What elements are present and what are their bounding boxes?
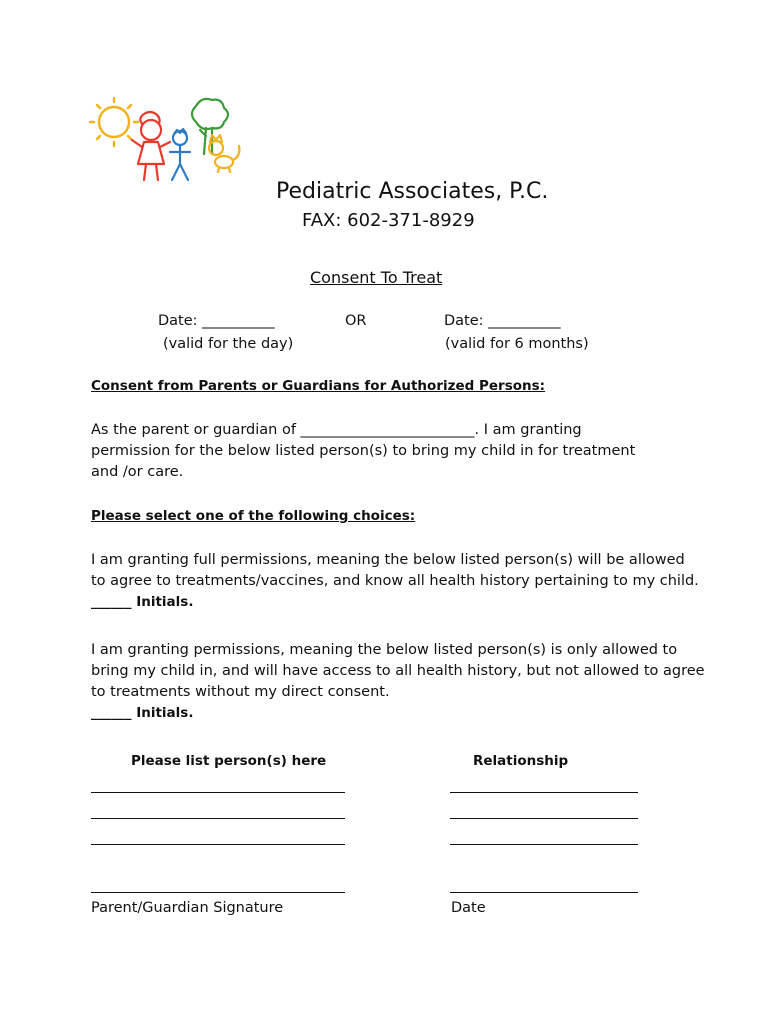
relationship-line[interactable] [450,792,638,793]
person-name-line[interactable] [91,818,345,819]
relationship-line[interactable] [450,844,638,845]
persons-list-header: Please list person(s) here [131,753,327,769]
boy-figure-icon [170,129,190,180]
sun-icon [90,98,138,146]
limited-permission-line-3: to treatments without my direct consent. [91,684,390,700]
guardian-line-3: and /or care. [91,464,184,480]
or-label: OR [345,313,367,329]
signature-date-line[interactable] [450,892,638,893]
guardian-line-2: permission for the below listed person(s) to bring my child in for treatment [91,443,636,459]
guardian-line-1[interactable]: As the parent or guardian of ________________________. I am granting [91,422,582,438]
person-name-line[interactable] [91,844,345,845]
signature-label: Parent/Guardian Signature [91,900,284,916]
form-title: Consent To Treat [310,268,443,287]
full-permission-line-2: to agree to treatments/vaccines, and know all health history pertaining to my child. [91,573,699,589]
relationship-header: Relationship [473,753,569,769]
consent-section-heading: Consent from Parents or Guardians for Authorized Persons: [91,378,546,394]
date-label: Date [451,900,486,916]
choices-heading: Please select one of the following choices: [91,508,416,524]
cat-icon [209,135,239,172]
date-field-day[interactable]: Date: __________ [158,313,275,329]
pediatric-logo [84,92,244,188]
signature-line[interactable] [91,892,345,893]
limited-permission-line-2: bring my child in, and will have access to all health history, but not allowed to agree [91,663,705,679]
valid-6-months-note: (valid for 6 months) [445,336,589,352]
person-name-line[interactable] [91,792,345,793]
fax-number: FAX: 602-371-8929 [302,210,475,231]
limited-permission-line-1: I am granting permissions, meaning the below listed person(s) is only allowed to [91,642,678,658]
organization-name: Pediatric Associates, P.C. [276,179,549,204]
date-field-6-months[interactable]: Date: __________ [444,313,561,329]
limited-permission-initials[interactable]: ______ Initials. [91,705,194,721]
full-permission-initials[interactable]: ______ Initials. [91,594,194,610]
full-permission-line-1: I am granting full permissions, meaning the below listed person(s) will be allowed [91,552,685,568]
relationship-line[interactable] [450,818,638,819]
valid-day-note: (valid for the day) [163,336,294,352]
